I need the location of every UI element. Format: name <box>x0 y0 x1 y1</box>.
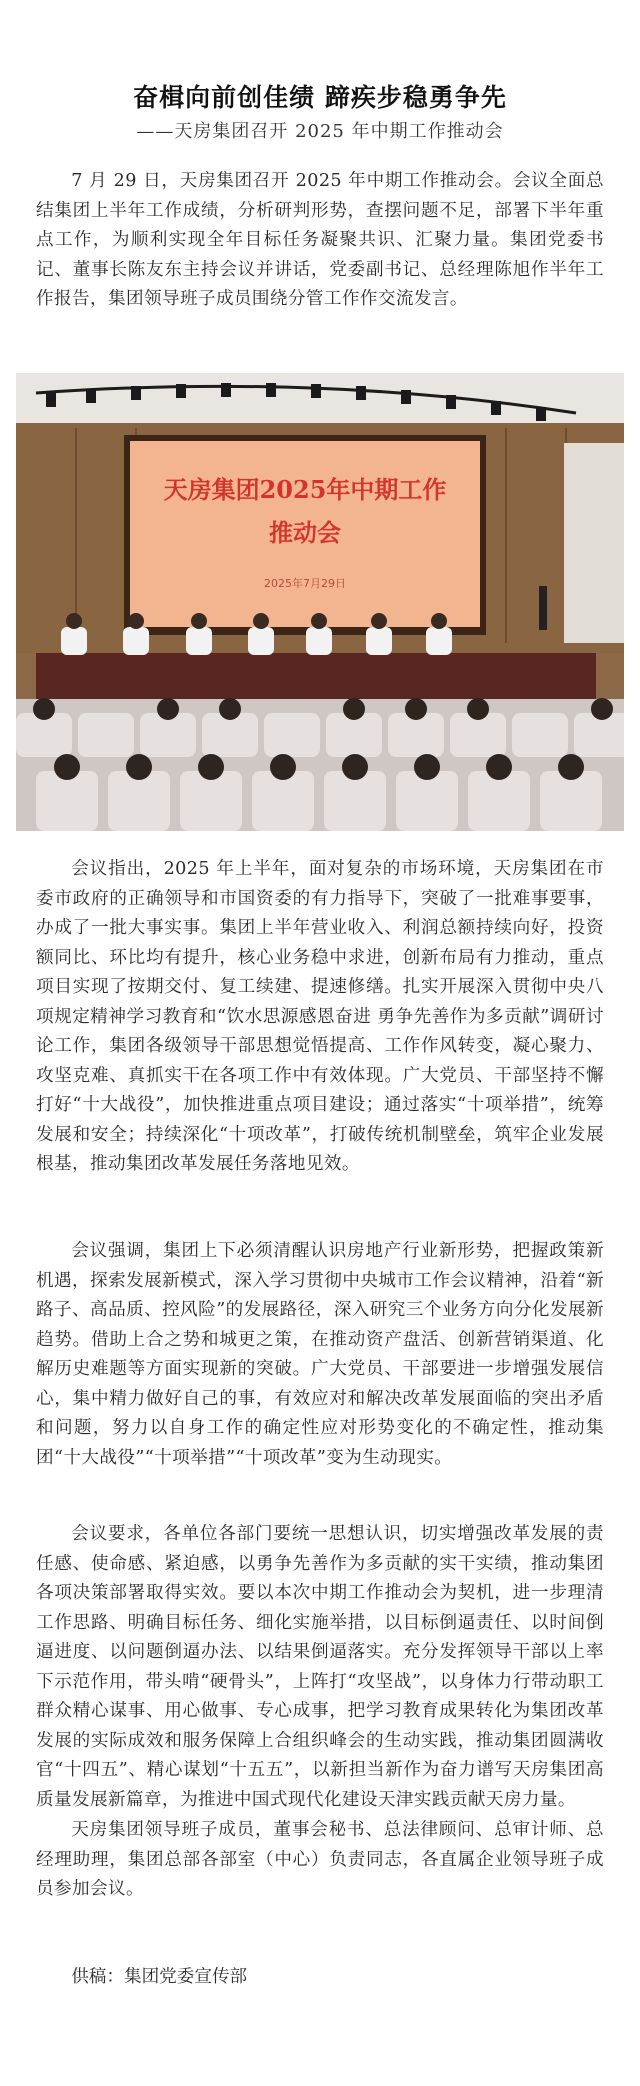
article-paragraph-4: 会议要求，各单位各部门要统一思想认识，切实增强改革发展的责任感、使命感、紧迫感，以勇争先善作为多贡献的实干实绩，推动集团各项决策部署取得实效。要以本次中期工作推动会为契机，进一步理清工作思路、明确目标任务、细化实施举措，以目标倒逼责任、以时间倒逼进度、以问题倒逼办法、以结果倒逼落实。充分发挥领导干部以上率下示范作用，带头啃“硬骨头”，上阵打“攻坚战”，以身体力行带动职工群众精心谋事、用心做事、专心成事，把学习教育成果转化为集团改革发展的实际成效和服务保障上合组织峰会的生动实践，推动集团圆满收官“十四五”、精心谋划“十五五”，以新担当新作为奋力谱写天房集团高质量发展新篇章，为推进中国式现代化建设天津实践贡献天房力量。 <box>36 1524 604 1810</box>
screen-date: 2025年7月29日 <box>264 577 346 590</box>
article-paragraph-1: 7 月 29 日，天房集团召开 2025 年中期工作推动会。会议全面总结集团上半年工作成绩，分析研判形势，查摆问题不足，部署下半年重点工作，为顺利实现全年目标任务凝聚共识、汇聚力量。集团党委书记、董事长陈友东主持会议并讲话，党委副书记、总经理陈旭作半年工作报告，集团领导班子成员围绕分管工作作交流发言。 <box>36 171 604 309</box>
meeting-photo <box>16 373 624 831</box>
article-credit: 供稿：集团党委宣传部 <box>71 1967 248 1987</box>
side-wall <box>564 443 624 643</box>
screen-title-line1: 天房集团2025年中期工作 <box>163 475 447 504</box>
article-subtitle: ——天房集团召开 2025 年中期工作推动会 <box>136 121 504 142</box>
article-title: 奋楫向前创佳绩 蹄疾步稳勇争先 <box>133 83 507 112</box>
article-paragraph-2: 会议指出，2025 年上半年，面对复杂的市场环境，天房集团在市委市政府的正确领导和市国资委的有力指导下，突破了一批难事要事，办成了一批大事实事。集团上半年营业收入、利润总额持续向好，投资额同比、环比均有提升，核心业务稳中求进，创新布局有力推动，重点项目实现了按期交付、复工续建、提速修缮。扎实开展深入贯彻中央八项规定精神学习教育和“饮水思源感恩奋进 勇争先善作为多贡献”调研讨论工作，集团各级领导干部思想觉悟提高、工作作风转变，凝心聚力、攻坚克难、真抓实干在各项工作中有效体现。广大党员、干部坚持不懈打好“十大战役”，加快推进重点项目建设；通过落实“十项举措”，统筹发展和安全；持续深化“十项改革”，打破传统机制壁垒，筑牢企业发展根基，推动集团改革发展任务落地见效。 <box>36 859 604 1174</box>
article-paragraph-5: 天房集团领导班子成员，董事会秘书、总法律顾问、总审计师、总经理助理，集团总部各部室（中心）负责同志，各直属企业领导班子成员参加会议。 <box>36 1820 604 1899</box>
article-paragraph-3: 会议强调，集团上下必须清醒认识房地产行业新形势，把握政策新机遇，探索发展新模式，深入学习贯彻中央城市工作会议精神，沿着“新路子、高品质、控风险”的发展路径，深入研究三个业务方向分化发展新趋势。借助上合之势和城更之策，在推动资产盘活、创新营销渠道、化解历史难题等方面实现新的突破。广大党员、干部要进一步增强发展信心，集中精力做好自己的事，有效应对和解决改革发展面临的突出矛盾和问题，努力以自身工作的确定性应对形势变化的不确定性，推动集团“十大战役”“十项举措”“十项改革”变为生动现实。 <box>36 1241 604 1468</box>
meeting-photo-illustration <box>16 373 624 831</box>
speaker-right <box>539 586 547 630</box>
presidium-table <box>36 653 596 699</box>
screen-title-line2: 推动会 <box>269 518 341 547</box>
